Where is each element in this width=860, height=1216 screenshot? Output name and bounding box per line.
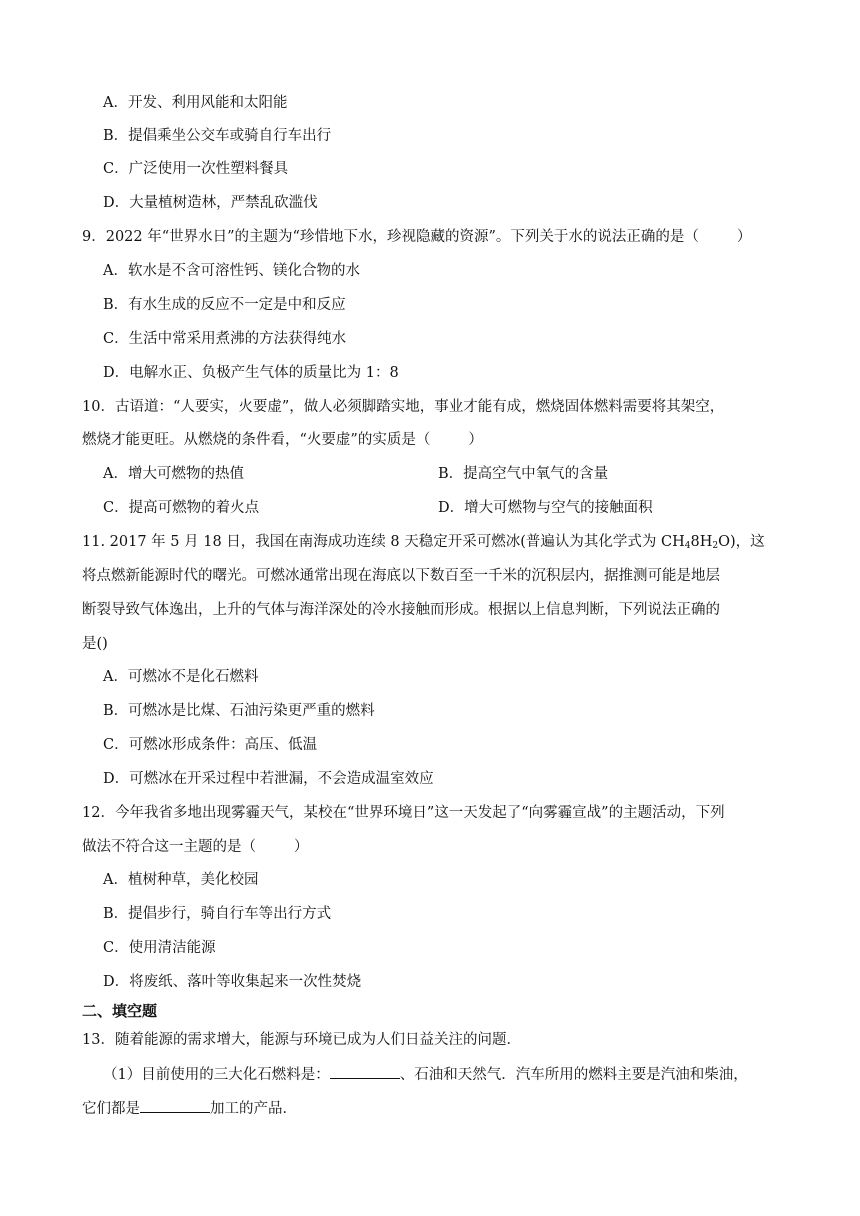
q9-option-d: D．电解水正、负极产生气体的质量比为 1：8 (103, 365, 399, 381)
q11-option-d: D．可燃冰在开采过程中若泄漏，不会造成温室效应 (103, 771, 434, 787)
q13-sub1-line1 (103, 1064, 748, 1085)
q12-option-a: A．植树种草，美化校园 (103, 872, 259, 888)
q8-option-d: D．大量植树造林，严禁乱砍滥伐 (103, 195, 318, 211)
q11-stem-line4: 是() (82, 636, 108, 652)
q13-sub1-text-cont: 、石油和天然气．汽车所用的燃料主要是汽油和柴油， (399, 1067, 748, 1083)
q10-stem-line2 (82, 430, 483, 450)
q13-sub1-line2-tail: 加工的产品． (210, 1101, 297, 1117)
q8-option-b: B．提倡乘坐公交车或骑自行车出行 (103, 128, 332, 144)
q10-stem-line1: 10．古语道：“人要实，火要虚”，做人必须脚踏实地，事业才能有成，燃烧固体燃料需要将其架空， (82, 399, 725, 415)
q8-option-a: A．开发、利用风能和太阳能 (103, 95, 288, 111)
q9-stem (82, 227, 751, 247)
q9-stem-close: ） (736, 229, 752, 245)
q12-stem-line1: 12．今年我省多地出现雾霾天气，某校在“世界环境日”这一天发起了“向雾霾宣战”的主题活动，下列 (82, 805, 725, 821)
q11-option-a: A．可燃冰不是化石燃料 (103, 669, 259, 685)
q13-sub1-line2 (82, 1098, 297, 1119)
q13-sub1-text: （1）目前使用的三大化石燃料是： (103, 1067, 330, 1083)
q13-stem: 13．随着能源的需求增大，能源与环境已成为人们日益关注的问题． (82, 1032, 521, 1048)
q11-stem-line1 (82, 532, 765, 556)
q13-sub1-line2-text: 它们都是 (82, 1101, 140, 1117)
q12-option-d: D．将废纸、落叶等收集起来一次性焚烧 (103, 974, 362, 990)
q11-stem-line3: 断裂导致气体逸出，上升的气体与海洋深处的冷水接触而形成。根据以上信息判断，下列说法正确的 (82, 602, 720, 618)
q9-option-c: C．生活中常采用煮沸的方法获得纯水 (103, 331, 347, 347)
q11-option-c: C．可燃冰形成条件：高压、低温 (103, 737, 318, 753)
q10-option-c: C．提高可燃物的着火点 (103, 500, 260, 516)
q11-formula-text: 8H (690, 534, 713, 550)
q9-option-a: A．软水是不含可溶性钙、镁化合物的水 (103, 263, 360, 279)
section-heading: 二、填空题 (82, 1002, 158, 1020)
q10-stem-text: 燃烧才能更旺。从燃烧的条件看，“火要虚”的实质是（ (82, 432, 431, 448)
fill-blank[interactable] (330, 1064, 400, 1079)
q11-stem-tail: O)，这 (718, 534, 765, 550)
subscript: 2 (712, 541, 719, 551)
q12-option-c: C．使用清洁能源 (103, 940, 216, 956)
q12-option-b: B．提倡步行，骑自行车等出行方式 (103, 906, 332, 922)
q11-stem-text: 11. 2017 年 5 月 18 日，我国在南海成功连续 8 天稳定开采可燃冰(普遍认为其化学式为 CH (82, 534, 685, 550)
q10-stem-close: ） (468, 432, 483, 448)
q11-stem-line2: 将点燃新能源时代的曙光。可燃冰通常出现在海底以下数百至一千米的沉积层内，据推测可能是地层 (82, 568, 720, 584)
q12-stem-close: ） (294, 839, 309, 855)
q9-option-b: B．有水生成的反应不一定是中和反应 (103, 297, 346, 313)
fill-blank[interactable] (140, 1098, 210, 1113)
q8-option-c: C．广泛使用一次性塑料餐具 (103, 161, 289, 177)
subscript: 4 (684, 541, 691, 551)
q10-option-d: D．增大可燃物与空气的接触面积 (438, 500, 653, 516)
q12-stem-line2 (82, 837, 309, 857)
q10-option-a: A．增大可燃物的热值 (103, 466, 244, 482)
q9-stem-text: 9．2022 年“世界水日”的主题为“珍惜地下水，珍视隐藏的资源”。下列关于水的说法正确的是（ (82, 229, 699, 245)
q10-option-b: B．提高空气中氧气的含量 (438, 466, 609, 482)
q12-stem-text: 做法不符合这一主题的是（ (82, 839, 256, 855)
q11-option-b: B．可燃冰是比煤、石油污染更严重的燃料 (103, 703, 375, 719)
